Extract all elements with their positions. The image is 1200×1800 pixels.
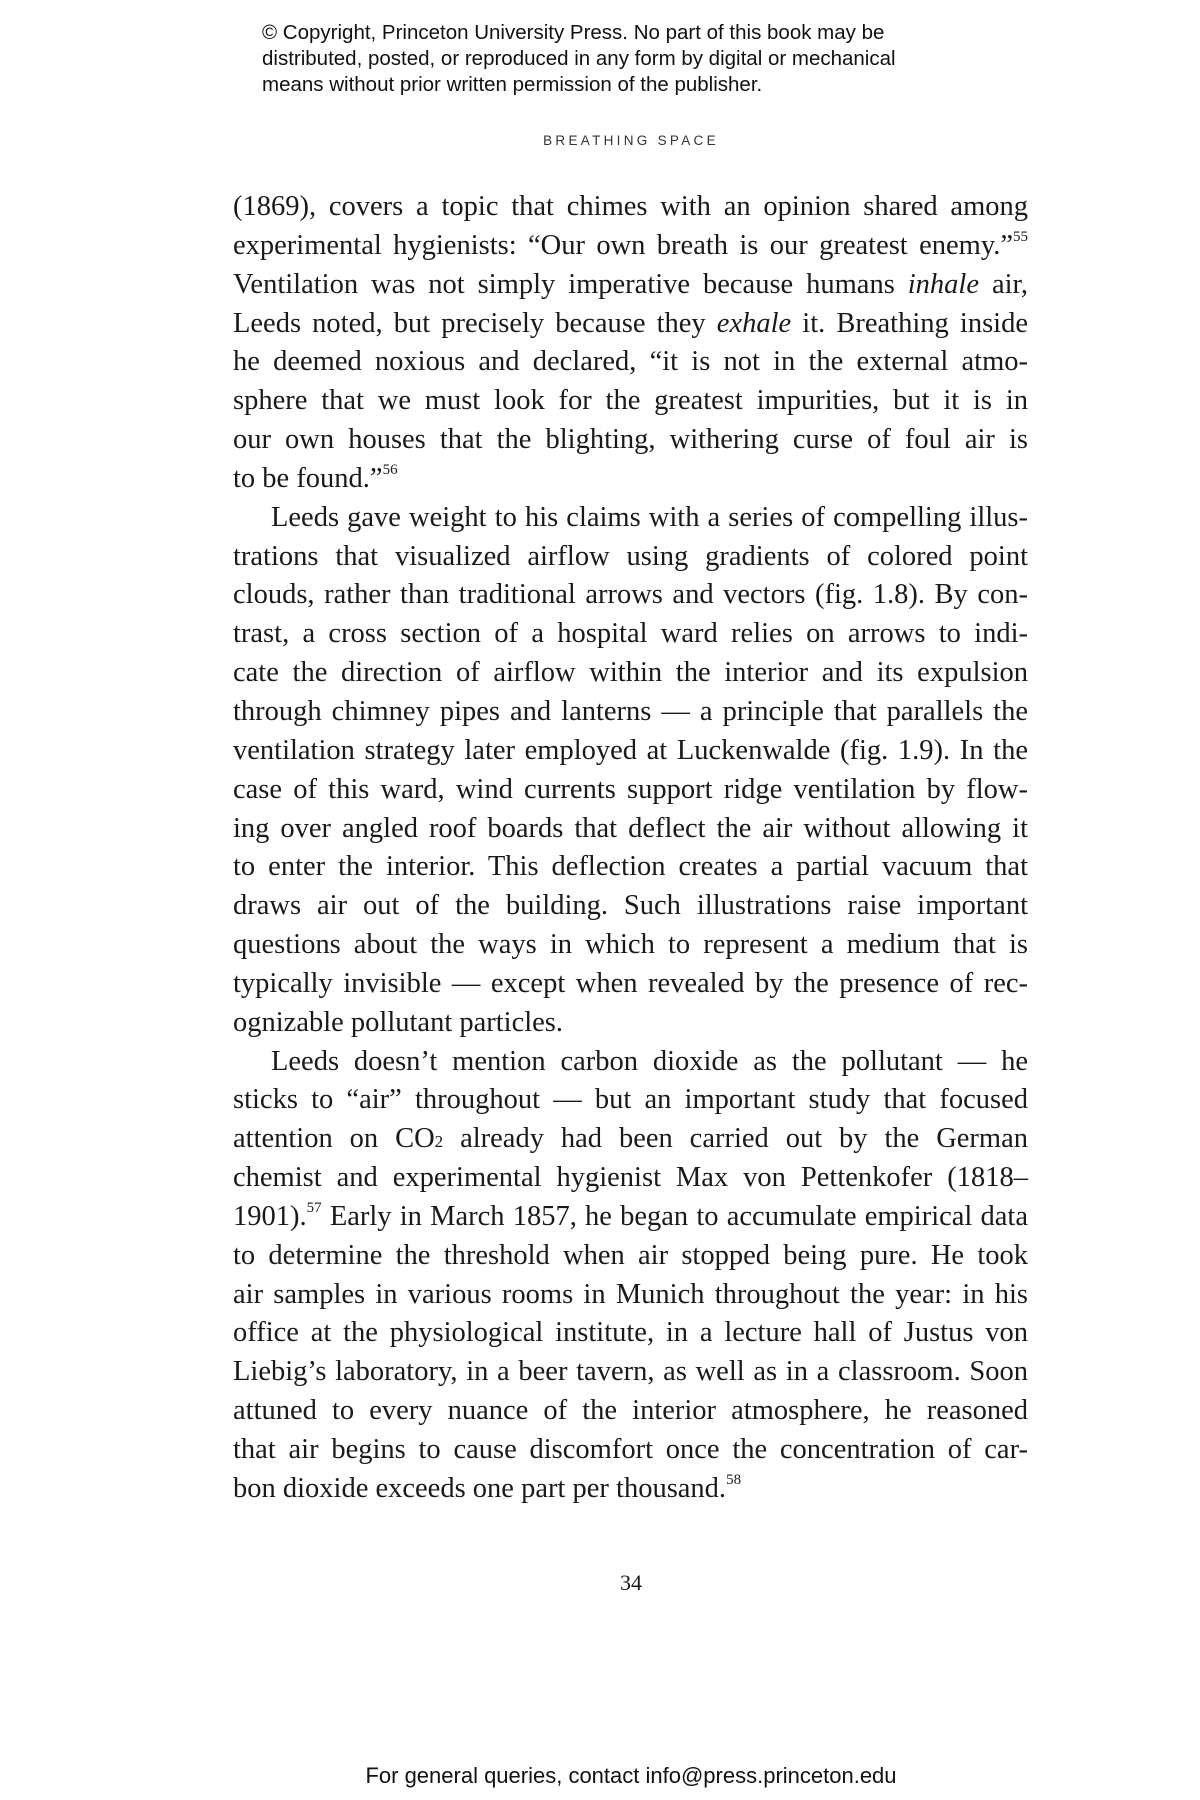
text-line: ing over angled roof boards that deflect the air without allowing it [233, 812, 1028, 844]
text-line: trations that visualized airflow using gradients of colored point [233, 540, 1028, 572]
text-line: typically invisible — except when revealed by the presence of rec- [233, 967, 1028, 999]
text-line: ventilation strategy later employed at Luckenwalde (fig. 1.9). In the [233, 734, 1028, 766]
body-text [233, 188, 1028, 1509]
copyright-line: distributed, posted, or reproduced in any form by digital or mechanical [262, 47, 896, 70]
footnote-marker: 57 [306, 1200, 322, 1217]
italic-word: exhale [716, 307, 792, 339]
text-line: clouds, rather than traditional arrows and vectors (fig. 1.8). By con- [233, 579, 1028, 611]
text-line: to determine the threshold when air stopped being pure. He took [233, 1239, 1028, 1271]
footnote-marker: 55 [1013, 229, 1028, 246]
subscript: 2 [434, 1132, 444, 1152]
text-line: 1901).$^{57}$ Early in March 1857, he began to accumulate empirical data [233, 1200, 1028, 1232]
footer-contact: For general queries, contact info@press.princeton.edu [365, 1763, 897, 1788]
text-line: Leeds gave weight to his claims with a series of compelling illus- [271, 501, 1028, 533]
copyright-line: © Copyright, Princeton University Press. No part of this book may be [262, 21, 885, 44]
text-line: air samples in various rooms in Munich throughout the year: in his [233, 1278, 1028, 1310]
page-number: 34 [620, 1570, 642, 1595]
text-line: attention on CO2 already had been carried out by the German [233, 1123, 1028, 1155]
paragraph-2 [233, 499, 1028, 1043]
text-line: he deemed noxious and declared, “it is not in the external atmo- [233, 346, 1028, 378]
text-line: Leeds noted, but precisely because they exhale it. Breathing inside [233, 307, 1028, 339]
text-line: chemist and experimental hygienist Max von Pettenkofer (1818– [233, 1162, 1028, 1194]
text-line: sticks to “air” throughout — but an important study that focused [233, 1084, 1028, 1116]
text-line: case of this ward, wind currents support ridge ventilation by flow- [233, 773, 1028, 805]
text-line: to enter the interior. This deflection creates a partial vacuum that [233, 851, 1028, 883]
text-line: questions about the ways in which to represent a medium that is [233, 929, 1028, 961]
italic-word: inhale [907, 268, 979, 300]
text-line: Leeds doesn’t mention carbon dioxide as the pollutant — he [271, 1045, 1028, 1077]
text-line: that air begins to cause discomfort once the concentration of car- [233, 1434, 1028, 1465]
text-line: trast, a cross section of a hospital ward relies on arrows to indi- [233, 618, 1028, 650]
footnote-marker: 58 [726, 1472, 742, 1489]
text-line: Ventilation was not simply imperative because humans inhale air, [233, 268, 1028, 300]
text-line: office at the physiological institute, in a lecture hall of Justus von [233, 1317, 1028, 1349]
copyright-notice [262, 20, 982, 98]
footnote-marker: 56 [382, 462, 398, 479]
paragraph-3 [233, 1043, 1028, 1509]
text-line: bon dioxide exceeds one part per thousand.$^{58}$ [233, 1472, 742, 1504]
text-line: draws air out of the building. Such illustrations raise important [233, 890, 1028, 922]
text-line: through chimney pipes and lanterns — a principle that parallels the [233, 695, 1028, 727]
text-line: sphere that we must look for the greatest impurities, but it is in [233, 385, 1028, 417]
text-line: (1869), covers a topic that chimes with an opinion shared among [233, 191, 1028, 222]
paragraph-1 [233, 188, 1028, 499]
text-line: to be found.”$^{56}$ [233, 462, 398, 494]
text-line: cate the direction of airflow within the interior and its expulsion [233, 657, 1028, 689]
text-line: Liebig’s laboratory, in a beer tavern, as well as in a classroom. Soon [233, 1356, 1028, 1388]
text-line: our own houses that the blighting, withering curse of foul air is [233, 424, 1028, 456]
text-line: ognizable pollutant particles. [233, 1006, 564, 1038]
running-head: BREATHING SPACE [543, 133, 719, 148]
copyright-line: means without prior written permission of the publisher. [262, 73, 763, 96]
text-line: experimental hygienists: “Our own breath is our greatest enemy.”$^{55}$ [233, 229, 1028, 261]
text-line: attuned to every nuance of the interior atmosphere, he reasoned [233, 1395, 1028, 1427]
